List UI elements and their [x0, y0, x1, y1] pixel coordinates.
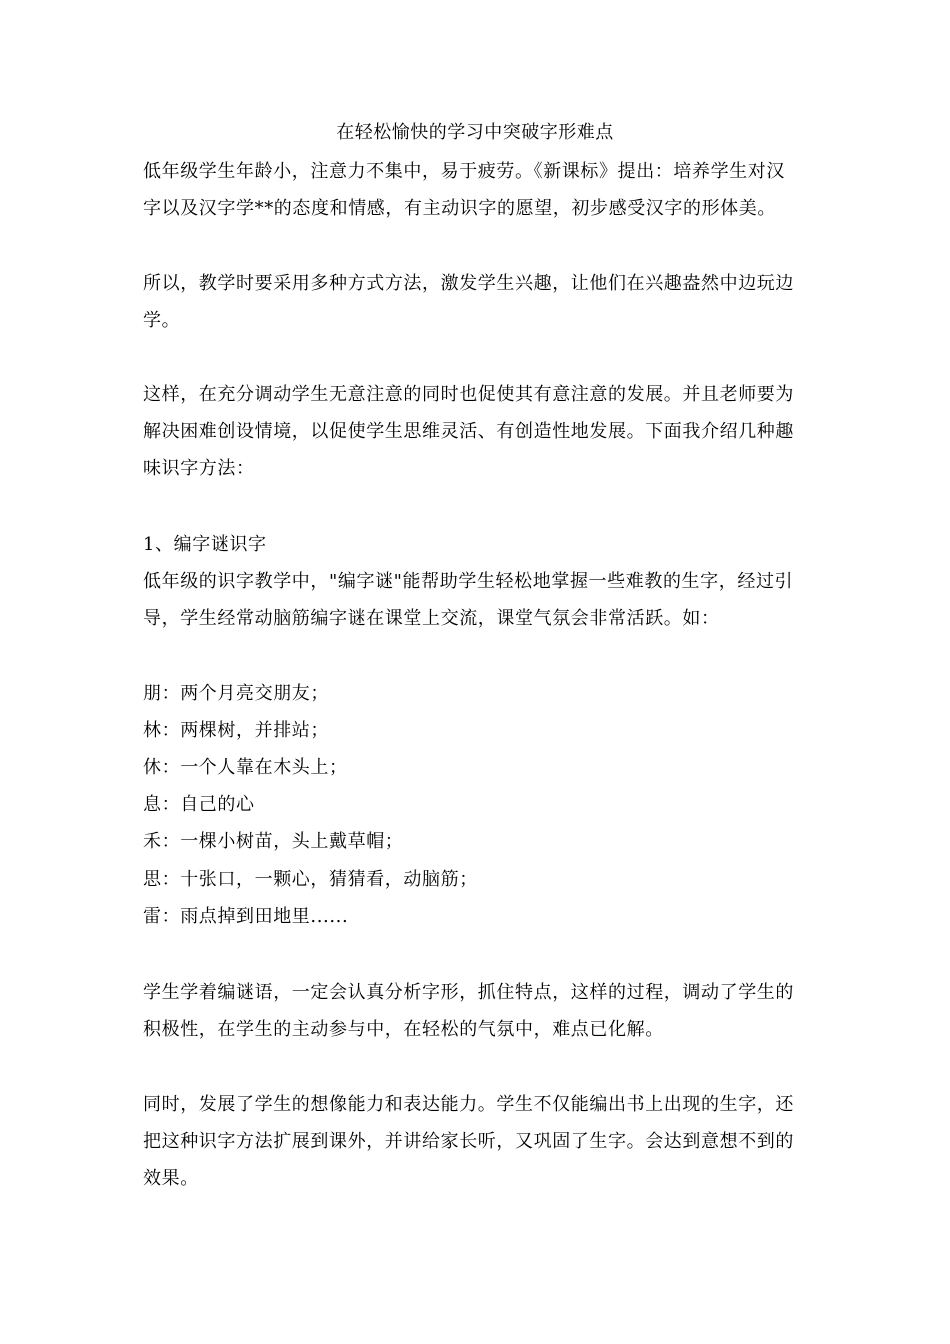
paragraph-3-line-1: 这样，在充分调动学生无意注意的同时也促使其有意注意的发展。并且老师要为 — [143, 384, 794, 405]
riddle-item-6: 思：十张口，一颗心，猜猜看，动脑筋； — [143, 869, 478, 890]
document-title: 在轻松愉快的学习中突破字形难点 — [336, 122, 614, 143]
riddle-item-4: 息：自己的心 — [143, 794, 255, 815]
riddle-item-1: 朋：两个月亮交朋友； — [143, 683, 329, 704]
paragraph-7-line-3: 效果。 — [143, 1168, 199, 1189]
paragraph-1-line-2: 字以及汉字学**的态度和情感，有主动识字的愿望，初步感受汉字的形体美。 — [143, 198, 776, 219]
paragraph-7-line-1: 同时，发展了学生的想像能力和表达能力。学生不仅能编出书上出现的生字，还 — [143, 1094, 794, 1115]
paragraph-4-line-3: 导，学生经常动脑筋编字谜在课堂上交流，课堂气氛会非常活跃。如： — [143, 608, 720, 629]
riddle-item-2: 林：两棵树，并排站； — [143, 720, 329, 741]
paragraph-2-line-2: 学。 — [143, 310, 181, 331]
paragraph-3-line-3: 味识字方法： — [143, 458, 255, 479]
paragraph-2-line-1: 所以，教学时要采用多种方式方法，激发学生兴趣，让他们在兴趣盎然中边玩边 — [143, 273, 794, 294]
riddle-item-7: 雷：雨点掉到田地里...... — [143, 906, 349, 927]
paragraph-6-line-2: 积极性，在学生的主动参与中，在轻松的气氛中，难点已化解。 — [143, 1019, 664, 1040]
riddle-item-3: 休：一个人靠在木头上； — [143, 757, 348, 778]
paragraph-1-line-1: 低年级学生年龄小，注意力不集中，易于疲劳。《新课标》提出：培养学生对汉 — [143, 161, 785, 182]
paragraph-3-line-2: 解决困难创设情境，以促使学生思维灵活、有创造性地发展。下面我介绍几种趣 — [143, 421, 794, 442]
paragraph-6-line-1: 学生学着编谜语，一定会认真分析字形，抓住特点，这样的过程，调动了学生的 — [143, 982, 794, 1003]
paragraph-7-line-2: 把这种识字方法扩展到课外，并讲给家长听，又巩固了生字。会达到意想不到的 — [143, 1131, 794, 1152]
section-heading-1: 1、编字谜识字 — [143, 534, 267, 555]
paragraph-4-line-2: 低年级的识字教学中，"编字谜"能帮助学生轻松地掌握一些难教的生字，经过引 — [143, 571, 794, 592]
riddle-item-5: 禾：一棵小树苗，头上戴草帽； — [143, 831, 404, 852]
